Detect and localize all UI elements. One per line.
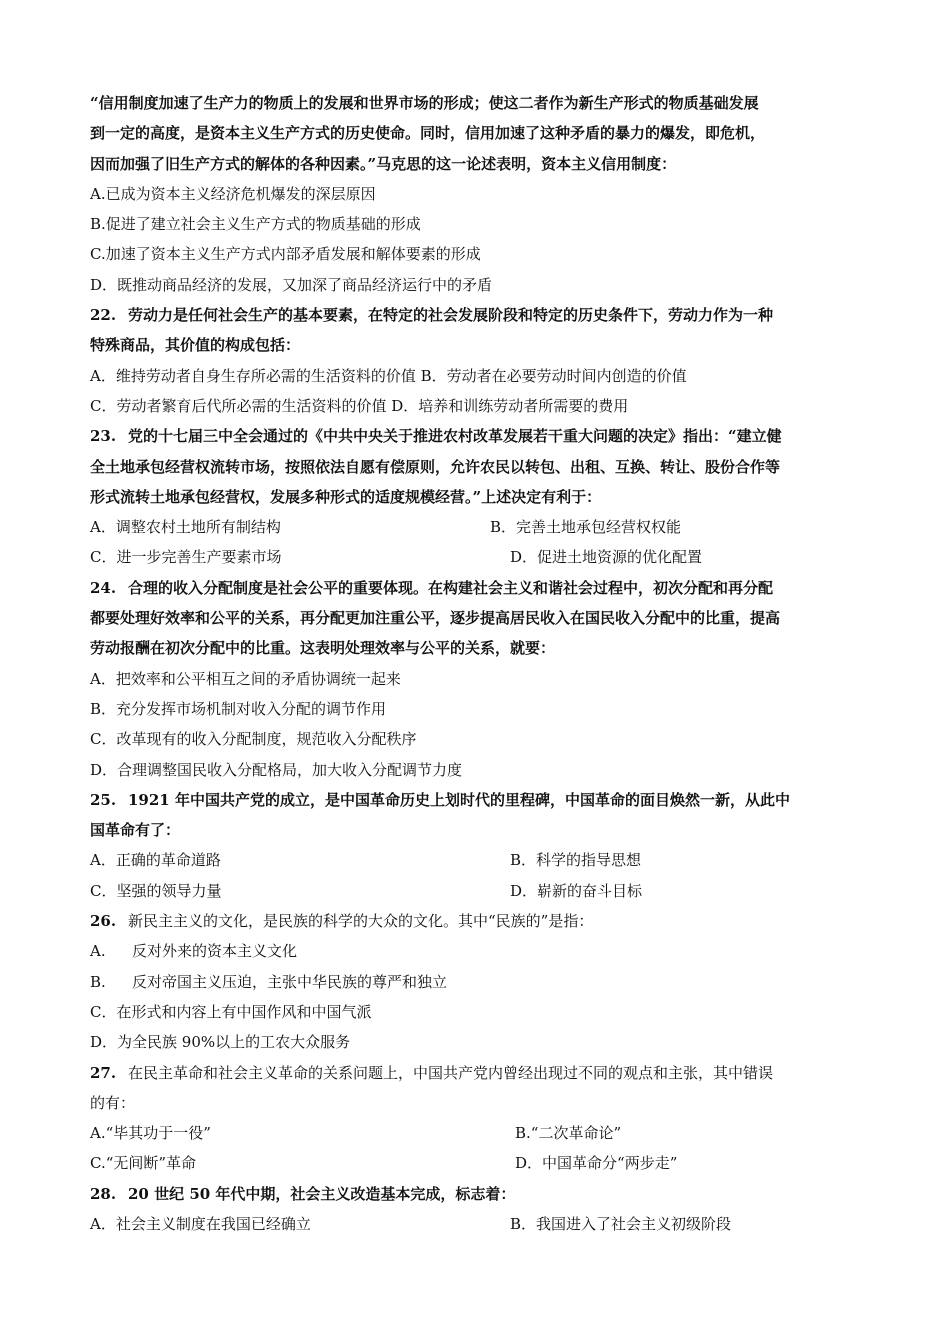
- question-stem: 国革命有了：: [90, 821, 181, 840]
- question-23: [90, 421, 860, 572]
- option-row: [90, 1209, 860, 1239]
- question-number: 28.: [90, 1184, 117, 1203]
- question-26: [90, 906, 860, 1057]
- option-b: B.“二次革命论”: [515, 1124, 622, 1143]
- option-a: A.已成为资本主义经济危机爆发的深层原因: [90, 184, 376, 203]
- question-28: [90, 1179, 860, 1240]
- question-stem: 都要处理好效率和公平的关系，再分配更加注重公平，逐步提高居民收入在国民收入分配中的比重，提高: [90, 609, 781, 628]
- question-stem: 28. 20 世纪 50 年代中期，社会主义改造基本完成，标志着：: [90, 1179, 860, 1209]
- question-number: 22.: [90, 306, 117, 325]
- option-d: D．中国革命分“两步走”: [515, 1154, 678, 1173]
- option-a: A．社会主义制度在我国已经确立: [90, 1214, 311, 1233]
- question-stem: 的有：: [90, 1093, 136, 1112]
- option-c: C.“无间断”革命: [90, 1154, 197, 1173]
- question-stem: 因而加强了旧生产方式的解体的各种因素。”马克思的这一论述表明，资本主义信用制度：: [90, 154, 677, 173]
- option-b: B．完善土地承包经营权权能: [490, 518, 682, 537]
- question-number: 25.: [90, 790, 117, 809]
- question-stem: 24. 合理的收入分配制度是社会公平的重要体现。在构建社会主义和谐社会过程中，初次分配和再分配: [90, 573, 860, 603]
- question-stem: 特殊商品，其价值的构成包括：: [90, 336, 301, 355]
- option-d: D．崭新的奋斗目标: [510, 881, 643, 900]
- option-b: B．科学的指导思想: [510, 851, 642, 870]
- question-number: 24.: [90, 578, 117, 597]
- question-stem: 26. 新民主主义的文化，是民族的科学的大众的文化。其中“民族的”是指：: [90, 906, 860, 936]
- option-c: C.加速了资本主义生产方式内部矛盾发展和解体要素的形成: [90, 245, 481, 264]
- question-stem: 形式流转土地承包经营权，发展多种形式的适度规模经营。”上述决定有利于：: [90, 487, 602, 506]
- question-22: [90, 300, 860, 421]
- option-c: C．坚强的领导力量: [90, 881, 222, 900]
- question-stem: 23. 党的十七届三中全会通过的《中共中央关于推进农村改革发展若干重大问题的决定》指出：“建立健: [90, 421, 860, 451]
- question-24: [90, 573, 860, 785]
- question-stem: 劳动报酬在初次分配中的比重。这表明处理效率与公平的关系，就要：: [90, 639, 556, 658]
- question-stem: 22. 劳动力是任何社会生产的基本要素，在特定的社会发展阶段和特定的历史条件下，劳动力作为一种: [90, 300, 860, 330]
- option-row: [90, 512, 860, 542]
- question-stem: 25. 1921 年中国共产党的成立，是中国革命历史上划时代的里程碑，中国革命的面目焕然一新，从此中: [90, 785, 860, 815]
- option-ab: A．维持劳动者自身生存所必需的生活资料的价值 B．劳动者在必要劳动时间内创造的价值: [90, 366, 687, 385]
- question-25: [90, 785, 860, 906]
- option-b: B．充分发挥市场机制对收入分配的调节作用: [90, 699, 387, 718]
- question-27: [90, 1058, 860, 1179]
- question-stem: “信用制度加速了生产力的物质上的发展和世界市场的形成；使这二者作为新生产形式的物质基础发展: [90, 94, 759, 112]
- option-d: D．为全民族 90%以上的工农大众服务: [90, 1033, 351, 1052]
- question-stem: 全土地承包经营权流转市场，按照依法自愿有偿原则，允许农民以转包、出租、互换、转让、股份合作等: [90, 457, 781, 476]
- option-a: A.“毕其功于一役”: [90, 1124, 211, 1143]
- option-b: B.促进了建立社会主义生产方式的物质基础的形成: [90, 215, 421, 234]
- option-row: [90, 845, 860, 875]
- question-stem: 27. 在民主革命和社会主义革命的关系问题上，中国共产党内曾经出现过不同的观点和主张，其中错误: [90, 1058, 860, 1088]
- question-number: 23.: [90, 427, 117, 446]
- question-number: 26.: [90, 912, 117, 931]
- option-b: B．我国进入了社会主义初级阶段: [510, 1214, 732, 1233]
- option-row: [90, 876, 860, 906]
- option-d: D．既推动商品经济的发展，又加深了商品经济运行中的矛盾: [90, 275, 493, 294]
- option-a: A．调整农村土地所有制结构: [90, 518, 281, 537]
- option-cd: C．劳动者繁育后代所必需的生活资料的价值 D．培养和训练劳动者所需要的费用: [90, 396, 629, 415]
- option-row: [90, 1118, 860, 1148]
- option-row: [90, 1148, 860, 1178]
- option-a: A．正确的革命道路: [90, 851, 221, 870]
- option-row: [90, 542, 860, 572]
- option-a: A．把效率和公平相互之间的矛盾协调统一起来: [90, 669, 401, 688]
- option-b: B. 反对帝国主义压迫，主张中华民族的尊严和独立: [90, 972, 448, 991]
- option-c: C．进一步完善生产要素市场: [90, 548, 282, 567]
- option-a: A. 反对外来的资本主义文化: [90, 942, 298, 961]
- question-number: 27.: [90, 1063, 117, 1082]
- option-c: C．改革现有的收入分配制度，规范收入分配秩序: [90, 730, 417, 749]
- option-d: D．合理调整国民收入分配格局，加大收入分配调节力度: [90, 760, 463, 779]
- question-stem: 到一定的高度，是资本主义生产方式的历史使命。同时，信用加速了这种矛盾的暴力的爆发，即危机，: [90, 124, 766, 143]
- option-c: C．在形式和内容上有中国作风和中国气派: [90, 1002, 372, 1021]
- question-21: [90, 88, 860, 300]
- option-d: D．促进土地资源的优化配置: [510, 548, 703, 567]
